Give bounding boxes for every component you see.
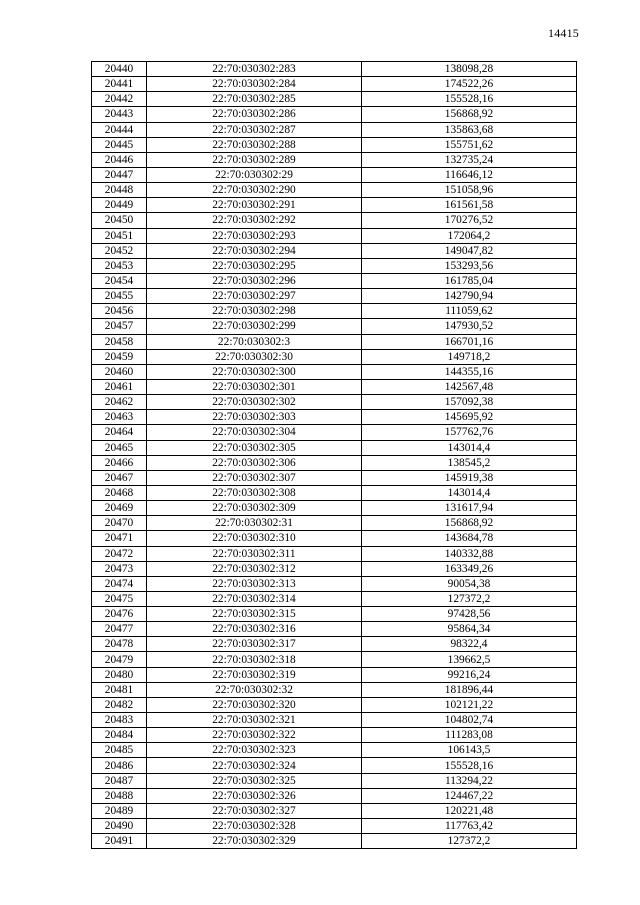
value-cell: 113294,22 bbox=[362, 773, 577, 788]
table-row bbox=[92, 137, 577, 152]
row-number-cell: 20450 bbox=[92, 213, 147, 228]
value-cell: 143014,4 bbox=[362, 440, 577, 455]
row-number-cell: 20467 bbox=[92, 470, 147, 485]
table-row bbox=[92, 183, 577, 198]
cadastral-number-cell: 22:70:030302:292 bbox=[147, 213, 362, 228]
value-cell: 181896,44 bbox=[362, 682, 577, 697]
cadastral-number-cell: 22:70:030302:31 bbox=[147, 516, 362, 531]
table-row bbox=[92, 531, 577, 546]
cadastral-number-cell: 22:70:030302:300 bbox=[147, 364, 362, 379]
row-number-cell: 20442 bbox=[92, 92, 147, 107]
cadastral-number-cell: 22:70:030302:323 bbox=[147, 743, 362, 758]
table-row bbox=[92, 591, 577, 606]
table-row bbox=[92, 470, 577, 485]
value-cell: 166701,16 bbox=[362, 334, 577, 349]
cadastral-number-cell: 22:70:030302:318 bbox=[147, 652, 362, 667]
cadastral-number-cell: 22:70:030302:29 bbox=[147, 167, 362, 182]
value-cell: 147930,52 bbox=[362, 319, 577, 334]
value-cell: 97428,56 bbox=[362, 607, 577, 622]
value-cell: 99216,24 bbox=[362, 667, 577, 682]
table-row bbox=[92, 485, 577, 500]
row-number-cell: 20464 bbox=[92, 425, 147, 440]
table-row bbox=[92, 410, 577, 425]
row-number-cell: 20481 bbox=[92, 682, 147, 697]
cadastral-number-cell: 22:70:030302:32 bbox=[147, 682, 362, 697]
cadastral-number-cell: 22:70:030302:313 bbox=[147, 576, 362, 591]
cadastral-number-cell: 22:70:030302:315 bbox=[147, 607, 362, 622]
cadastral-number-cell: 22:70:030302:308 bbox=[147, 485, 362, 500]
value-cell: 120221,48 bbox=[362, 803, 577, 818]
value-cell: 143684,78 bbox=[362, 531, 577, 546]
value-cell: 161561,58 bbox=[362, 198, 577, 213]
cadastral-number-cell: 22:70:030302:316 bbox=[147, 622, 362, 637]
cadastral-number-cell: 22:70:030302:286 bbox=[147, 107, 362, 122]
table-row bbox=[92, 758, 577, 773]
row-number-cell: 20443 bbox=[92, 107, 147, 122]
value-cell: 157092,38 bbox=[362, 395, 577, 410]
value-cell: 135863,68 bbox=[362, 122, 577, 137]
table-row bbox=[92, 395, 577, 410]
cadastral-number-cell: 22:70:030302:293 bbox=[147, 228, 362, 243]
cadastral-number-cell: 22:70:030302:311 bbox=[147, 546, 362, 561]
table-row bbox=[92, 198, 577, 213]
row-number-cell: 20479 bbox=[92, 652, 147, 667]
row-number-cell: 20468 bbox=[92, 485, 147, 500]
row-number-cell: 20455 bbox=[92, 289, 147, 304]
value-cell: 127372,2 bbox=[362, 834, 577, 849]
value-cell: 142567,48 bbox=[362, 379, 577, 394]
row-number-cell: 20482 bbox=[92, 697, 147, 712]
table-row bbox=[92, 152, 577, 167]
cadastral-number-cell: 22:70:030302:283 bbox=[147, 62, 362, 77]
table-row bbox=[92, 122, 577, 137]
cadastral-number-cell: 22:70:030302:322 bbox=[147, 728, 362, 743]
cadastral-number-cell: 22:70:030302:290 bbox=[147, 183, 362, 198]
table-row bbox=[92, 697, 577, 712]
cadastral-number-cell: 22:70:030302:301 bbox=[147, 379, 362, 394]
value-cell: 143014,4 bbox=[362, 485, 577, 500]
row-number-cell: 20441 bbox=[92, 77, 147, 92]
row-number-cell: 20448 bbox=[92, 183, 147, 198]
table-row bbox=[92, 77, 577, 92]
cadastral-number-cell: 22:70:030302:314 bbox=[147, 591, 362, 606]
row-number-cell: 20452 bbox=[92, 243, 147, 258]
table-row bbox=[92, 682, 577, 697]
table-row bbox=[92, 803, 577, 818]
row-number-cell: 20485 bbox=[92, 743, 147, 758]
cadastral-number-cell: 22:70:030302:325 bbox=[147, 773, 362, 788]
row-number-cell: 20478 bbox=[92, 637, 147, 652]
value-cell: 102121,22 bbox=[362, 697, 577, 712]
table-row bbox=[92, 834, 577, 849]
table-row bbox=[92, 349, 577, 364]
value-cell: 155751,62 bbox=[362, 137, 577, 152]
table-row bbox=[92, 576, 577, 591]
cadastral-number-cell: 22:70:030302:329 bbox=[147, 834, 362, 849]
row-number-cell: 20444 bbox=[92, 122, 147, 137]
value-cell: 174522,26 bbox=[362, 77, 577, 92]
table-row bbox=[92, 788, 577, 803]
row-number-cell: 20456 bbox=[92, 304, 147, 319]
cadastral-number-cell: 22:70:030302:298 bbox=[147, 304, 362, 319]
table-row bbox=[92, 622, 577, 637]
value-cell: 149718,2 bbox=[362, 349, 577, 364]
table-row bbox=[92, 304, 577, 319]
table-row bbox=[92, 819, 577, 834]
row-number-cell: 20486 bbox=[92, 758, 147, 773]
value-cell: 142790,94 bbox=[362, 289, 577, 304]
value-cell: 172064,2 bbox=[362, 228, 577, 243]
row-number-cell: 20451 bbox=[92, 228, 147, 243]
table-row bbox=[92, 92, 577, 107]
cadastral-number-cell: 22:70:030302:312 bbox=[147, 561, 362, 576]
value-cell: 138098,28 bbox=[362, 62, 577, 77]
table-row bbox=[92, 455, 577, 470]
row-number-cell: 20440 bbox=[92, 62, 147, 77]
row-number-cell: 20446 bbox=[92, 152, 147, 167]
cadastral-number-cell: 22:70:030302:327 bbox=[147, 803, 362, 818]
value-cell: 124467,22 bbox=[362, 788, 577, 803]
cadastral-number-cell: 22:70:030302:285 bbox=[147, 92, 362, 107]
cadastral-number-cell: 22:70:030302:321 bbox=[147, 713, 362, 728]
row-number-cell: 20477 bbox=[92, 622, 147, 637]
cadastral-number-cell: 22:70:030302:299 bbox=[147, 319, 362, 334]
cadastral-number-cell: 22:70:030302:295 bbox=[147, 258, 362, 273]
table-row bbox=[92, 319, 577, 334]
value-cell: 157762,76 bbox=[362, 425, 577, 440]
table-row bbox=[92, 440, 577, 455]
row-number-cell: 20460 bbox=[92, 364, 147, 379]
row-number-cell: 20476 bbox=[92, 607, 147, 622]
cadastral-number-cell: 22:70:030302:302 bbox=[147, 395, 362, 410]
row-number-cell: 20463 bbox=[92, 410, 147, 425]
value-cell: 140332,88 bbox=[362, 546, 577, 561]
row-number-cell: 20473 bbox=[92, 561, 147, 576]
value-cell: 111059,62 bbox=[362, 304, 577, 319]
row-number-cell: 20489 bbox=[92, 803, 147, 818]
value-cell: 131617,94 bbox=[362, 501, 577, 516]
table-row bbox=[92, 243, 577, 258]
cadastral-number-cell: 22:70:030302:294 bbox=[147, 243, 362, 258]
table-row bbox=[92, 713, 577, 728]
table-row bbox=[92, 289, 577, 304]
table-row bbox=[92, 516, 577, 531]
cadastral-number-cell: 22:70:030302:289 bbox=[147, 152, 362, 167]
row-number-cell: 20459 bbox=[92, 349, 147, 364]
row-number-cell: 20483 bbox=[92, 713, 147, 728]
value-cell: 153293,56 bbox=[362, 258, 577, 273]
cadastral-number-cell: 22:70:030302:326 bbox=[147, 788, 362, 803]
row-number-cell: 20449 bbox=[92, 198, 147, 213]
table-row bbox=[92, 425, 577, 440]
row-number-cell: 20462 bbox=[92, 395, 147, 410]
value-cell: 132735,24 bbox=[362, 152, 577, 167]
value-cell: 161785,04 bbox=[362, 273, 577, 288]
row-number-cell: 20474 bbox=[92, 576, 147, 591]
cadastral-number-cell: 22:70:030302:310 bbox=[147, 531, 362, 546]
value-cell: 145919,38 bbox=[362, 470, 577, 485]
value-cell: 90054,38 bbox=[362, 576, 577, 591]
table-row bbox=[92, 501, 577, 516]
cadastral-number-cell: 22:70:030302:296 bbox=[147, 273, 362, 288]
row-number-cell: 20475 bbox=[92, 591, 147, 606]
cadastral-number-cell: 22:70:030302:319 bbox=[147, 667, 362, 682]
row-number-cell: 20445 bbox=[92, 137, 147, 152]
value-cell: 138545,2 bbox=[362, 455, 577, 470]
table-row bbox=[92, 379, 577, 394]
table-row bbox=[92, 773, 577, 788]
row-number-cell: 20470 bbox=[92, 516, 147, 531]
value-cell: 163349,26 bbox=[362, 561, 577, 576]
value-cell: 95864,34 bbox=[362, 622, 577, 637]
value-cell: 104802,74 bbox=[362, 713, 577, 728]
table-row bbox=[92, 228, 577, 243]
cadastral-number-cell: 22:70:030302:30 bbox=[147, 349, 362, 364]
table-row bbox=[92, 743, 577, 758]
table-row bbox=[92, 167, 577, 182]
table-row bbox=[92, 258, 577, 273]
value-cell: 155528,16 bbox=[362, 92, 577, 107]
value-cell: 145695,92 bbox=[362, 410, 577, 425]
value-cell: 111283,08 bbox=[362, 728, 577, 743]
cadastral-number-cell: 22:70:030302:287 bbox=[147, 122, 362, 137]
row-number-cell: 20484 bbox=[92, 728, 147, 743]
row-number-cell: 20469 bbox=[92, 501, 147, 516]
table-row bbox=[92, 728, 577, 743]
table-row bbox=[92, 273, 577, 288]
cadastral-number-cell: 22:70:030302:303 bbox=[147, 410, 362, 425]
table-row bbox=[92, 637, 577, 652]
table-row bbox=[92, 561, 577, 576]
table-row bbox=[92, 334, 577, 349]
table-row bbox=[92, 213, 577, 228]
value-cell: 170276,52 bbox=[362, 213, 577, 228]
cadastral-number-cell: 22:70:030302:324 bbox=[147, 758, 362, 773]
cadastral-number-cell: 22:70:030302:307 bbox=[147, 470, 362, 485]
row-number-cell: 20461 bbox=[92, 379, 147, 394]
cadastral-number-cell: 22:70:030302:305 bbox=[147, 440, 362, 455]
registry-table bbox=[91, 61, 577, 849]
cadastral-number-cell: 22:70:030302:288 bbox=[147, 137, 362, 152]
row-number-cell: 20490 bbox=[92, 819, 147, 834]
value-cell: 139662,5 bbox=[362, 652, 577, 667]
value-cell: 156868,92 bbox=[362, 516, 577, 531]
cadastral-number-cell: 22:70:030302:284 bbox=[147, 77, 362, 92]
row-number-cell: 20487 bbox=[92, 773, 147, 788]
table-row bbox=[92, 652, 577, 667]
row-number-cell: 20454 bbox=[92, 273, 147, 288]
row-number-cell: 20466 bbox=[92, 455, 147, 470]
row-number-cell: 20491 bbox=[92, 834, 147, 849]
table-row bbox=[92, 107, 577, 122]
value-cell: 155528,16 bbox=[362, 758, 577, 773]
cadastral-number-cell: 22:70:030302:3 bbox=[147, 334, 362, 349]
row-number-cell: 20471 bbox=[92, 531, 147, 546]
table-row bbox=[92, 546, 577, 561]
cadastral-number-cell: 22:70:030302:306 bbox=[147, 455, 362, 470]
table-body bbox=[92, 62, 577, 849]
table-row bbox=[92, 607, 577, 622]
value-cell: 151058,96 bbox=[362, 183, 577, 198]
row-number-cell: 20453 bbox=[92, 258, 147, 273]
row-number-cell: 20457 bbox=[92, 319, 147, 334]
cadastral-number-cell: 22:70:030302:304 bbox=[147, 425, 362, 440]
value-cell: 106143,5 bbox=[362, 743, 577, 758]
cadastral-number-cell: 22:70:030302:297 bbox=[147, 289, 362, 304]
value-cell: 127372,2 bbox=[362, 591, 577, 606]
cadastral-number-cell: 22:70:030302:291 bbox=[147, 198, 362, 213]
table-row bbox=[92, 667, 577, 682]
cadastral-number-cell: 22:70:030302:317 bbox=[147, 637, 362, 652]
value-cell: 117763,42 bbox=[362, 819, 577, 834]
value-cell: 156868,92 bbox=[362, 107, 577, 122]
value-cell: 116646,12 bbox=[362, 167, 577, 182]
row-number-cell: 20465 bbox=[92, 440, 147, 455]
row-number-cell: 20458 bbox=[92, 334, 147, 349]
cadastral-number-cell: 22:70:030302:309 bbox=[147, 501, 362, 516]
row-number-cell: 20480 bbox=[92, 667, 147, 682]
page-number: 14415 bbox=[548, 26, 579, 40]
table-row bbox=[92, 62, 577, 77]
value-cell: 98322,4 bbox=[362, 637, 577, 652]
table-row bbox=[92, 364, 577, 379]
value-cell: 144355,16 bbox=[362, 364, 577, 379]
row-number-cell: 20472 bbox=[92, 546, 147, 561]
cadastral-number-cell: 22:70:030302:328 bbox=[147, 819, 362, 834]
row-number-cell: 20447 bbox=[92, 167, 147, 182]
cadastral-number-cell: 22:70:030302:320 bbox=[147, 697, 362, 712]
row-number-cell: 20488 bbox=[92, 788, 147, 803]
value-cell: 149047,82 bbox=[362, 243, 577, 258]
